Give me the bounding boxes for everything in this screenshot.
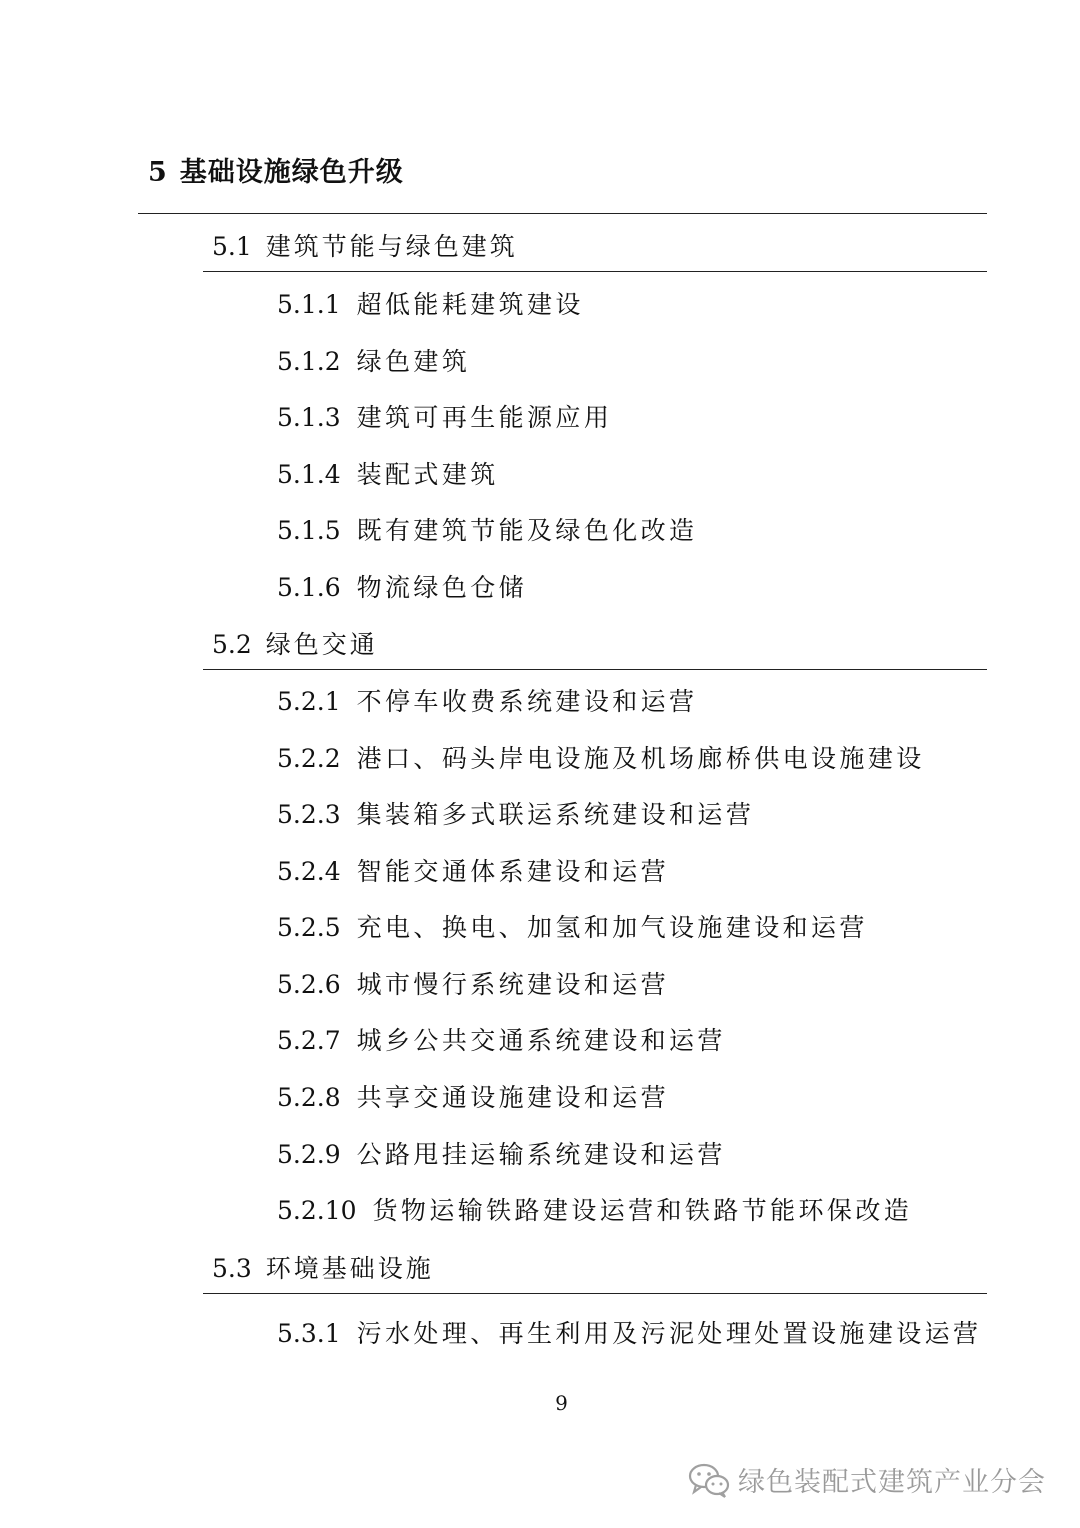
item-title: 绿色建筑 (356, 347, 471, 376)
section-title: 绿色交通 (265, 630, 378, 659)
list-item (277, 739, 925, 775)
item-number: 5.2.4 (277, 857, 341, 886)
item-title: 不停车收费系统建设和运营 (356, 687, 698, 716)
item-title: 城乡公共交通系统建设和运营 (356, 1026, 726, 1055)
item-number: 5.2.9 (277, 1140, 341, 1169)
list-item (277, 568, 527, 604)
list-item (277, 852, 669, 888)
item-title: 既有建筑节能及绿色化改造 (356, 516, 698, 545)
heading-number: 5 (148, 157, 168, 188)
heading-rule (138, 213, 987, 214)
wechat-icon (688, 1462, 730, 1498)
list-item (277, 285, 584, 321)
list-item (277, 908, 868, 944)
item-title: 城市慢行系统建设和运营 (356, 970, 670, 999)
item-number: 5.2.5 (277, 913, 341, 942)
list-item (277, 1021, 726, 1057)
item-title: 公路甩挂运输系统建设和运营 (356, 1140, 726, 1169)
list-item (277, 1314, 981, 1350)
page-heading (148, 150, 404, 189)
heading-title: 基础设施绿色升级 (179, 157, 404, 188)
item-title: 物流绿色仓储 (356, 573, 528, 602)
item-title: 共享交通设施建设和运营 (356, 1083, 670, 1112)
list-item (277, 511, 697, 547)
item-number: 5.1.3 (277, 403, 341, 432)
item-number: 5.1.1 (277, 290, 341, 319)
section-heading (212, 625, 378, 661)
item-title: 超低能耗建筑建设 (356, 290, 584, 319)
watermark (688, 1460, 1046, 1499)
section-heading (212, 1249, 434, 1285)
list-item (277, 1078, 669, 1114)
list-item (277, 795, 754, 831)
item-number: 5.1.5 (277, 516, 341, 545)
item-number: 5.2.7 (277, 1026, 341, 1055)
item-title: 港口、码头岸电设施及机场廊桥供电设施建设 (356, 744, 925, 773)
item-title: 集装箱多式联运系统建设和运营 (356, 800, 755, 829)
watermark-text: 绿色装配式建筑产业分会 (738, 1467, 1046, 1498)
section-number: 5.1 (212, 232, 252, 261)
item-number: 5.2.6 (277, 970, 341, 999)
item-title: 建筑可再生能源应用 (356, 403, 613, 432)
list-item (277, 455, 499, 491)
section-rule (203, 271, 987, 272)
section-title: 环境基础设施 (265, 1254, 434, 1283)
section-number: 5.2 (212, 630, 252, 659)
list-item (277, 398, 612, 434)
item-number: 5.2.8 (277, 1083, 341, 1112)
list-item (277, 342, 470, 378)
item-number: 5.1.2 (277, 347, 341, 376)
section-rule (203, 1293, 987, 1294)
item-title: 充电、换电、加氢和加气设施建设和运营 (356, 913, 868, 942)
item-number: 5.2.10 (277, 1196, 357, 1225)
item-title: 污水处理、再生利用及污泥处理处置设施建设运营 (356, 1319, 982, 1348)
item-number: 5.2.2 (277, 744, 341, 773)
section-number: 5.3 (212, 1254, 252, 1283)
list-item (277, 1135, 726, 1171)
list-item (277, 965, 669, 1001)
item-number: 5.1.6 (277, 573, 341, 602)
page-number: 9 (555, 1391, 568, 1415)
item-title: 货物运输铁路建设运营和铁路节能环保改造 (372, 1196, 913, 1225)
list-item (277, 682, 697, 718)
item-number: 5.3.1 (277, 1319, 341, 1348)
list-item (277, 1191, 912, 1227)
section-heading (212, 227, 518, 263)
item-number: 5.2.1 (277, 687, 341, 716)
item-number: 5.1.4 (277, 460, 341, 489)
item-title: 装配式建筑 (356, 460, 499, 489)
section-title: 建筑节能与绿色建筑 (265, 232, 518, 261)
item-title: 智能交通体系建设和运营 (356, 857, 670, 886)
item-number: 5.2.3 (277, 800, 341, 829)
section-rule (203, 669, 987, 670)
